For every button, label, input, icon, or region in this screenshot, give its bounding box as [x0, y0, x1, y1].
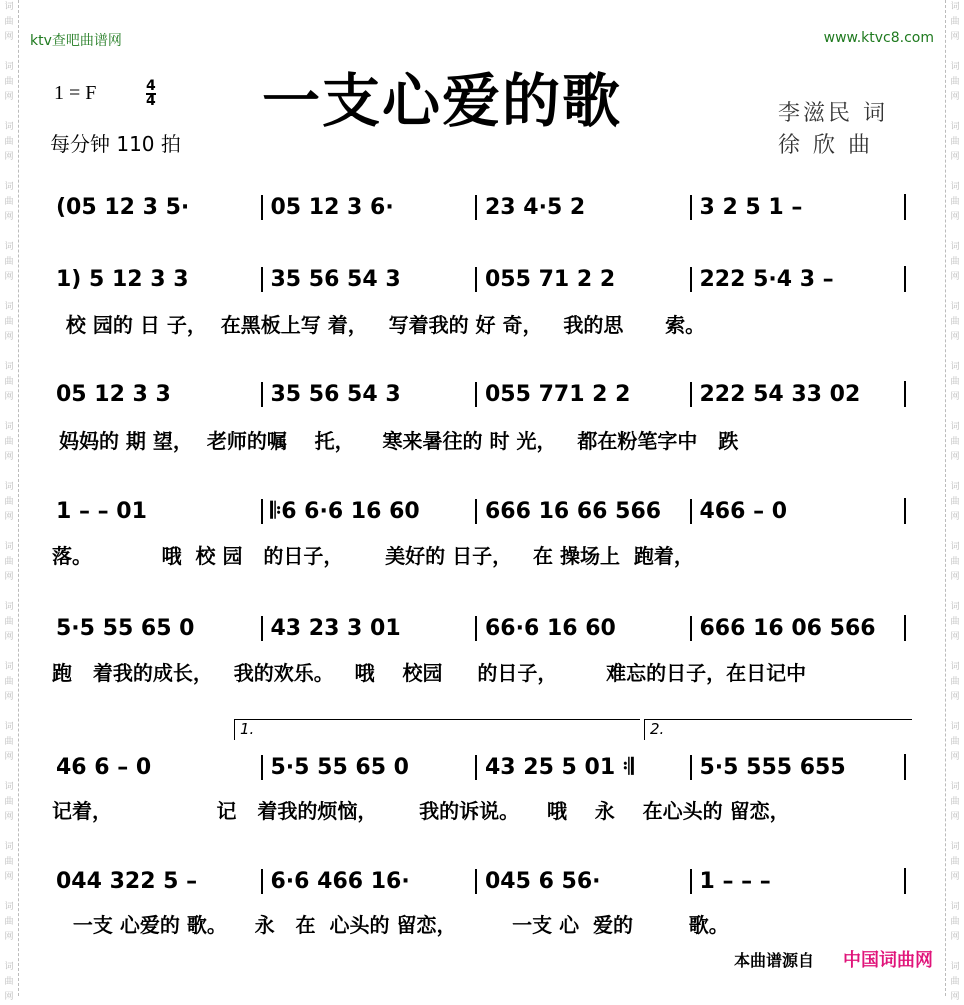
watermark-text: 词 曲 网	[4, 182, 14, 222]
measure: 35 56 54 3	[261, 267, 476, 292]
watermark-text: 词 曲 网	[950, 722, 960, 762]
measure: 23 4·5 2	[475, 195, 690, 220]
watermark-text: 词 曲 网	[950, 302, 960, 342]
watermark-text: 词 曲 网	[4, 242, 14, 282]
measure: 466 – 0	[690, 499, 905, 524]
lyrics-row: 落。 哦 校 园 的日子， 美好的 日子， 在 操场上 跑着，	[52, 544, 694, 568]
measure: 055 71 2 2	[475, 267, 690, 292]
watermark-text: 词 曲 网	[950, 602, 960, 642]
measure: 5·5 55 65 0	[56, 615, 195, 641]
measure: 46 6 – 0	[56, 754, 152, 780]
measure: 3 2 5 1 –	[690, 195, 905, 220]
watermark-text: 词 曲 网	[950, 842, 960, 882]
right-watermark-strip	[945, 0, 964, 1002]
notation-row	[56, 866, 906, 896]
left-watermark-strip	[0, 0, 19, 1002]
watermark-text: 词 曲 网	[950, 962, 960, 1002]
watermark-text: 词 曲 网	[4, 842, 14, 882]
watermark-text: 词 曲 网	[4, 662, 14, 702]
watermark-text: 词 曲 网	[950, 362, 960, 402]
watermark-text: 词 曲 网	[950, 542, 960, 582]
watermark-text: 词 曲 网	[4, 62, 14, 102]
watermark-text: 词 曲 网	[950, 782, 960, 822]
watermark-text: 词 曲 网	[4, 602, 14, 642]
watermark-text: 词 曲 网	[950, 242, 960, 282]
lyrics-row: 跑 着我的成长， 我的欢乐。 哦 校园 的日子， 难忘的日子，在日记中	[52, 661, 807, 685]
watermark-text: 词 曲 网	[4, 362, 14, 402]
watermark-text: 词 曲 网	[950, 2, 960, 42]
time-bottom: 4	[146, 93, 156, 109]
watermark-text: 词 曲 网	[4, 722, 14, 762]
measure: 666 16 66 566	[475, 499, 690, 524]
measure: 045 6 56·	[475, 869, 690, 894]
measure: 05 12 3 3	[56, 381, 171, 407]
notation-row	[56, 613, 906, 643]
lyrics-row: 校 园的 日 子， 在黑板上写 着， 写着我的 好 奇， 我的思 索。	[52, 313, 706, 337]
notation-row	[56, 379, 906, 409]
measure: 66·6 16 60	[475, 616, 690, 641]
source-brand[interactable]: 中国词曲网	[843, 950, 933, 971]
lyrics-row: 记着， 记 着我的烦恼， 我的诉说。 哦 永 在心头的 留恋，	[52, 799, 790, 823]
composer: 徐 欣 曲	[778, 133, 873, 158]
notation-row	[56, 752, 906, 782]
notation-row	[56, 264, 906, 294]
notation-row	[56, 496, 906, 526]
measure: 43 23 3 01	[261, 616, 476, 641]
key-signature: 1 = F	[54, 82, 97, 104]
watermark-text: 词 曲 网	[4, 782, 14, 822]
measure: 5·5 55 65 0	[261, 755, 476, 780]
watermark-text: 词 曲 网	[950, 62, 960, 102]
time-top: 4	[146, 78, 156, 94]
volta-second: 2.	[644, 719, 912, 740]
time-signature	[146, 80, 156, 108]
watermark-text: 词 曲 网	[4, 422, 14, 462]
watermark-text: 词 曲 网	[950, 182, 960, 222]
watermark-text: 词 曲 网	[4, 2, 14, 42]
watermark-text: 词 曲 网	[950, 902, 960, 942]
volta-first: 1.	[234, 719, 640, 740]
measure: 6·6 466 16·	[261, 869, 476, 894]
measure: 1 – – –	[690, 869, 905, 894]
watermark-text: 词 曲 网	[4, 902, 14, 942]
watermark-text: 词 曲 网	[4, 962, 14, 1002]
measure: 5·5 555 655	[690, 755, 905, 780]
measure: 1) 5 12 3 3	[56, 266, 189, 292]
watermark-text: 词 曲 网	[4, 542, 14, 582]
measure: 666 16 06 566	[690, 616, 905, 641]
watermark-text: 词 曲 网	[950, 662, 960, 702]
site-url: www.ktvc8.com	[823, 30, 934, 46]
measure: 1 – – 01	[56, 498, 147, 524]
measure: 222 5·4 3 –	[690, 267, 905, 292]
watermark-text: 词 曲 网	[950, 122, 960, 162]
measure: 43 25 5 01 𝄇	[475, 755, 690, 780]
measure: 222 54 33 02	[690, 382, 905, 407]
measure: 05 12 3 6·	[261, 195, 476, 220]
lyrics-row: 一支 心爱的 歌。 永 在 心头的 留恋， 一支 心 爱的 歌。	[52, 913, 729, 937]
watermark-text: 词 曲 网	[4, 482, 14, 522]
source-label: 本曲谱源自	[734, 951, 815, 970]
measure: 055 771 2 2	[475, 382, 690, 407]
measure: 044 322 5 –	[56, 868, 198, 894]
lyricist: 李滋民 词	[778, 101, 888, 126]
notation-row	[56, 192, 906, 222]
song-title: 一支心爱的歌	[262, 67, 623, 135]
watermark-text: 词 曲 网	[4, 122, 14, 162]
measure: 35 56 54 3	[261, 382, 476, 407]
tempo: 每分钟 110 拍	[50, 132, 181, 156]
watermark-text: 词 曲 网	[950, 482, 960, 522]
measure: (05 12 3 5·	[56, 194, 190, 220]
watermark-text: 词 曲 网	[950, 422, 960, 462]
site-name: ktv查吧曲谱网	[30, 33, 122, 49]
measure: 𝄆6 6·6 16 60	[261, 499, 476, 524]
watermark-text: 词 曲 网	[4, 302, 14, 342]
lyrics-row: 妈妈的 期 望， 老师的嘱 托， 寒来暑往的 时 光， 都在粉笔字中 跌	[52, 429, 739, 453]
